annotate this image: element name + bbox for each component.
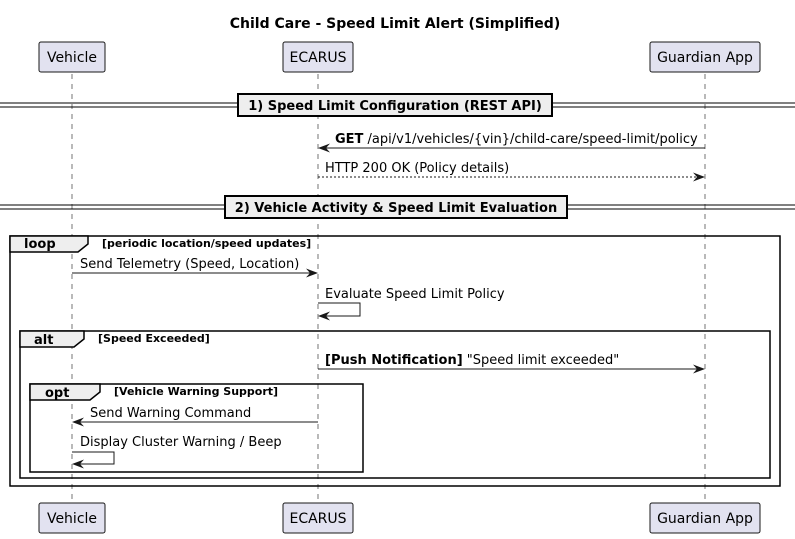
- section-separator-2: [0, 196, 795, 218]
- frame-condition: [Vehicle Warning Support]: [114, 385, 279, 398]
- participant-label: ECARUS: [289, 50, 347, 66]
- message-label: Evaluate Speed Limit Policy: [325, 287, 505, 302]
- message-label: [Push Notification] "Speed limit exceeded": [325, 353, 620, 368]
- message-label: Send Warning Command: [90, 406, 252, 421]
- frame-keyword: loop: [24, 237, 56, 252]
- frame-keyword: opt: [45, 386, 70, 401]
- section-title: 1) Speed Limit Configuration (REST API): [248, 99, 542, 114]
- frame-condition: [periodic location/speed updates]: [102, 237, 312, 250]
- message-label: Display Cluster Warning / Beep: [80, 435, 282, 450]
- participant-guardian-app-top: [650, 42, 760, 72]
- section-title: 2) Vehicle Activity & Speed Limit Evaluation: [234, 201, 558, 216]
- message-get-policy: [318, 132, 705, 153]
- participant-ecarus-top: [283, 42, 353, 72]
- participant-label: Vehicle: [46, 50, 98, 66]
- frame-condition: [Speed Exceeded]: [98, 332, 210, 345]
- section-separator-1: [0, 94, 795, 116]
- frame-keyword: alt: [34, 333, 54, 348]
- message-label: GET /api/v1/vehicles/{vin}/child-care/speed-limit/policy: [335, 132, 698, 147]
- participant-label: Guardian App: [657, 511, 753, 527]
- participant-label: ECARUS: [289, 511, 347, 527]
- message-evaluate-policy: [318, 287, 505, 321]
- message-send-telemetry: [72, 257, 318, 278]
- participant-vehicle-top: [39, 42, 105, 72]
- participant-label: Vehicle: [46, 511, 98, 527]
- participant-vehicle-bottom: [39, 503, 105, 533]
- participant-guardian-app-bottom: [650, 503, 760, 533]
- participant-ecarus-bottom: [283, 503, 353, 533]
- message-label: HTTP 200 OK (Policy details): [325, 161, 510, 176]
- opt-frame: [30, 384, 363, 472]
- diagram-title: Child Care - Speed Limit Alert (Simplified): [229, 16, 561, 32]
- message-push-notification: [318, 353, 705, 374]
- message-send-warning-command: [72, 406, 318, 427]
- message-http-200-ok: [318, 161, 705, 182]
- message-display-cluster-warning: [72, 435, 282, 469]
- message-label: Send Telemetry (Speed, Location): [80, 257, 300, 272]
- participant-label: Guardian App: [657, 50, 753, 66]
